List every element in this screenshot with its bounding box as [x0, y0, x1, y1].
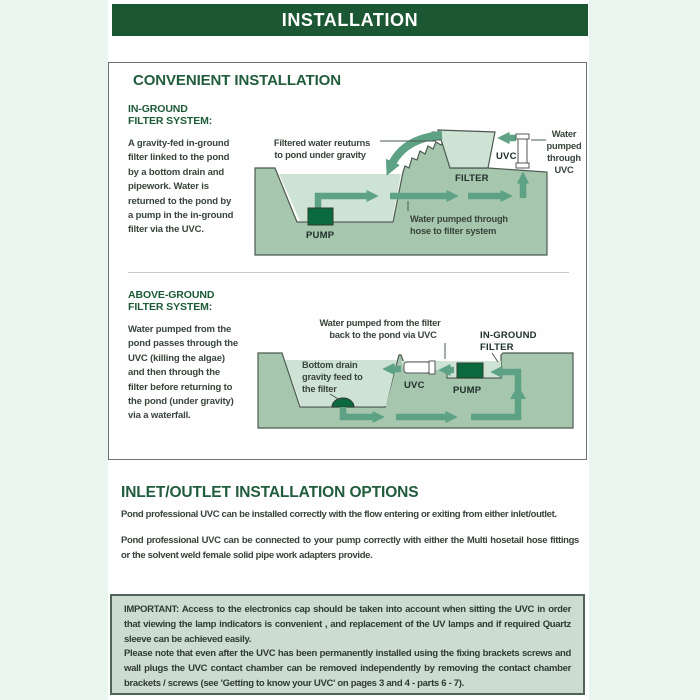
document-page — [108, 0, 589, 700]
pumped-uvc-line1: Water — [551, 129, 577, 139]
inground-filter-label-line2: FILTER — [480, 342, 514, 353]
page-header — [112, 4, 588, 36]
top-label-line1: Water pumped from the filter — [319, 318, 441, 328]
bottom-drain-label-line2: gravity feed to — [302, 372, 363, 382]
pump-label: PUMP — [453, 385, 482, 396]
pumped-uvc-line2: pumped — [546, 141, 582, 151]
in-ground-heading — [128, 104, 212, 127]
inlet-outlet-para2: Pond professional UVC can be connected to your pump correctly with either the Multi hosetail hose fittings or the solvent weld female solid pipe work adapters provide. — [121, 535, 579, 561]
pump-unit — [457, 363, 483, 378]
inlet-outlet-title: INLET/OUTLET INSTALLATION OPTIONS — [121, 484, 419, 501]
important-para1-text: Access to the electronics cap should be taken into account when sitting the UVC in order that viewing the lamp indicators is convenient , and replacement of the UV lamps and if required Quartz sleeve can be achieved easily. — [124, 604, 571, 645]
inground-filter-label-line1: IN-GROUND — [480, 330, 537, 341]
above-ground-heading — [128, 290, 214, 313]
filter-label: FILTER — [455, 173, 489, 184]
in-ground-heading-line2: FILTER SYSTEM: — [128, 114, 213, 127]
above-ground-heading-line1: ABOVE-GROUND — [128, 289, 215, 301]
in-ground-diagram — [250, 110, 590, 260]
important-label: IMPORTANT: — [124, 604, 179, 615]
important-para2: Please note that even after the UVC has been permanently installed using the fixing brackets screws and wall plugs the UVC contact chamber can be removed independently by removing the contact chamber brackets / screws (see 'Getting to know your UVC' on pages 3 and 4 - parts 6 - 7). — [124, 648, 571, 689]
uvc-label: UVC — [404, 380, 425, 391]
return-label-line2: to pond under gravity — [274, 150, 366, 160]
page-title: INSTALLATION — [281, 10, 419, 30]
section-divider — [128, 272, 569, 273]
uvc-unit-body — [404, 362, 430, 373]
above-ground-heading-line2: FILTER SYSTEM: — [128, 300, 213, 313]
hose-label-line1: Water pumped through — [410, 214, 508, 224]
pumped-uvc-line3: through — [547, 153, 581, 163]
leader-line — [492, 353, 498, 362]
in-ground-body: A gravity-fed in-ground filter linked to the pond by a bottom drain and pipework. Water is returned to the pond by a pump in the in-ground filter via the UVC. — [128, 138, 234, 236]
uvc-label: UVC — [496, 151, 517, 162]
hose-label-line2: hose to filter system — [410, 226, 497, 236]
pump-label: PUMP — [306, 230, 335, 241]
convenient-installation-title: CONVENIENT INSTALLATION — [133, 72, 341, 89]
above-ground-body: Water pumped from the pond passes through the UVC (killing the algae) and then through the filter before returning to the pond (under gravity) via a waterfall. — [128, 324, 239, 422]
uvc-unit-body — [518, 138, 527, 164]
pump-unit — [308, 208, 333, 225]
important-para1 — [124, 603, 571, 647]
in-ground-heading-line1: IN-GROUND — [128, 103, 188, 115]
uvc-unit-cap-top — [516, 134, 529, 139]
bottom-drain-label-line3: the filter — [302, 384, 337, 394]
above-ground-diagram — [250, 298, 590, 448]
top-label-line2: back to the pond via UVC — [329, 330, 437, 340]
bottom-drain-label-line1: Bottom drain — [302, 360, 358, 370]
inlet-outlet-para1: Pond professional UVC can be installed correctly with the flow entering or exiting from either inlet/outlet. — [121, 509, 557, 520]
uvc-unit-cap-bottom — [516, 163, 529, 168]
uvc-unit-cap — [429, 361, 435, 374]
return-label-line1: Filtered water reuturns — [273, 138, 371, 148]
important-note — [110, 594, 585, 695]
pumped-uvc-line4: UVC — [554, 165, 574, 175]
